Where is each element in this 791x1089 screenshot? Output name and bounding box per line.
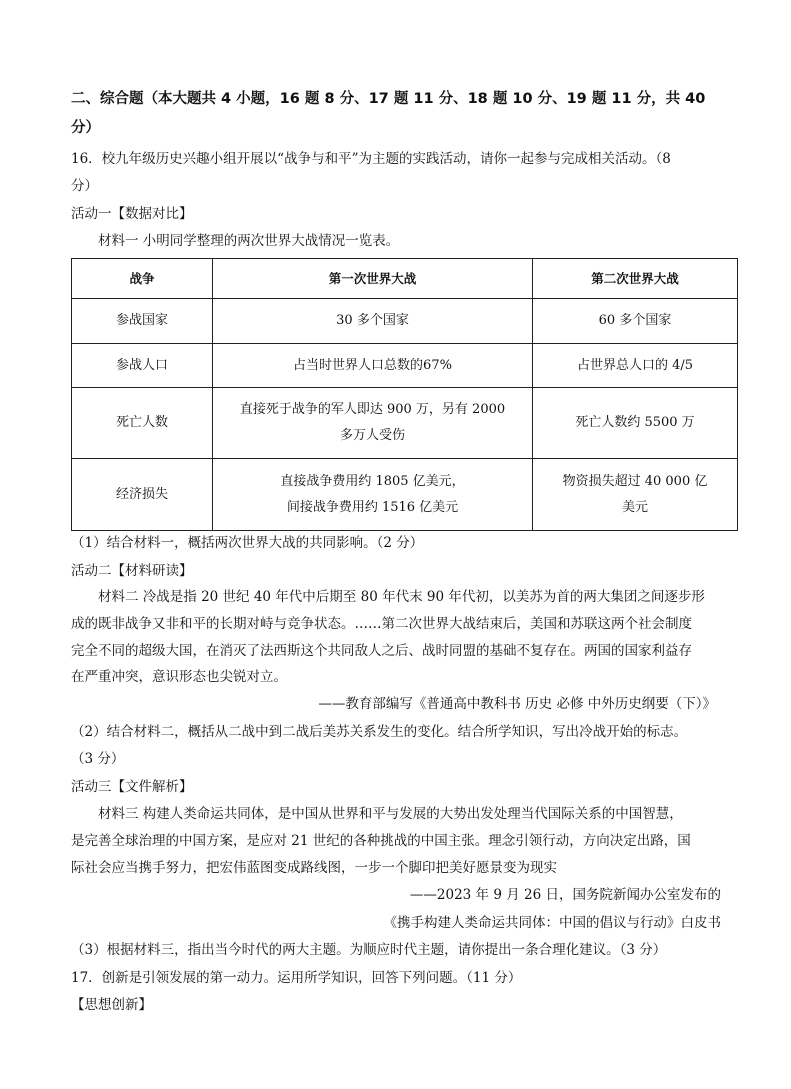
- table-cell: 60 多个国家: [533, 299, 738, 344]
- table-cell: 死亡人数约 5500 万: [533, 388, 738, 459]
- material2-line: 成的既非战争又非和平的长期对峙与竞争状态。……第二次世界大战结束后，美国和苏联这两个社会制度: [71, 616, 692, 632]
- section-title-line2: 分）: [71, 120, 100, 136]
- table-row: [72, 344, 738, 388]
- table-cell: 直接战争费用约 1805 亿美元， 间接战争费用约 1516 亿美元: [213, 459, 533, 531]
- q16-intro-line1: 16．校九年级历史兴趣小组开展以“战争与和平”为主题的实践活动，请你一起参与完成相关活动。（8: [71, 151, 671, 167]
- table-row: [72, 299, 738, 344]
- table-cell: 直接死于战争的军人即达 900 万，另有 2000 多万人受伤: [213, 388, 533, 459]
- material2-source: ——教育部编写《普通高中教科书 历史 必修 中外历史纲要（下）》: [318, 696, 716, 712]
- material3-line: 材料三 构建人类命运共同体，是中国从世界和平与发展的大势出发处理当代国际关系的中国智慧，: [98, 806, 683, 822]
- q16-question1: （1）结合材料一，概括两次世界大战的共同影响。（2 分）: [71, 535, 424, 551]
- table-row: [72, 459, 738, 531]
- q17-intro: 17．创新是引领发展的第一动力。运用所学知识，回答下列问题。（11 分）: [71, 970, 522, 986]
- q16-question3: （3）根据材料三，指出当今时代的两大主题。为顺应时代主题，请你提出一条合理化建议。（3 分）: [71, 942, 667, 958]
- table-header-cell: 第一次世界大战: [213, 259, 533, 299]
- material2-line: 完全不同的超级大国，在消灭了法西斯这个共同敌人之后、战时同盟的基础不复存在。两国的国家利益存: [71, 643, 692, 659]
- q16-intro-line2: 分）: [71, 178, 98, 194]
- war-comparison-table: [71, 258, 738, 531]
- material3-line: 际社会应当携手努力，把宏伟蓝图变成路线图，一步一个脚印把美好愿景变为现实: [71, 860, 557, 876]
- material1-intro: 材料一 小明同学整理的两次世界大战情况一览表。: [98, 233, 400, 249]
- section-title-line1: 二、综合题（本大题共 4 小题，16 题 8 分、17 题 11 分、18 题 10 分、19 题 11 分，共 40: [71, 91, 706, 107]
- table-header-row: [72, 259, 738, 299]
- q16-question2-line1: （2）结合材料二，概括从二战中到二战后美苏关系发生的变化。结合所学知识，写出冷战开始的标志。: [71, 724, 688, 740]
- table-row-label: 死亡人数: [72, 388, 213, 459]
- q17-subtitle: 【思想创新】: [71, 997, 152, 1013]
- material2-line: 在严重冲突，意识形态也尖锐对立。: [71, 669, 287, 685]
- table-cell: 物资损失超过 40 000 亿 美元: [533, 459, 738, 531]
- table-row-label: 经济损失: [72, 459, 213, 531]
- material2-line: 材料二 冷战是指 20 世纪 40 年代中后期至 80 年代末 90 年代初，以美苏为首的两大集团之间逐步形: [98, 589, 705, 605]
- table-header-cell: 第二次世界大战: [533, 259, 738, 299]
- table-cell: 占世界总人口的 4/5: [533, 344, 738, 388]
- activity2-title: 活动二【材料研读】: [71, 563, 193, 579]
- material3-line: 是完善全球治理的中国方案，是应对 21 世纪的各种挑战的中国主张。理念引领行动，方向决定出路，国: [71, 833, 691, 849]
- table-cell: 占当时世界人口总数的67%: [213, 344, 533, 388]
- table-cell: 30 多个国家: [213, 299, 533, 344]
- q16-question2-line2: （3 分）: [71, 751, 125, 767]
- table-row: [72, 388, 738, 459]
- table-header-cell: 战争: [72, 259, 213, 299]
- material3-source-line2: 《携手构建人类命运共同体：中国的倡议与行动》白皮书: [383, 915, 721, 931]
- activity3-title: 活动三【文件解析】: [71, 779, 193, 795]
- material3-source-line1: ——2023 年 9 月 26 日，国务院新闻办公室发布的: [409, 887, 721, 903]
- activity1-title: 活动一【数据对比】: [71, 206, 193, 222]
- table-row-label: 参战人口: [72, 344, 213, 388]
- table-row-label: 参战国家: [72, 299, 213, 344]
